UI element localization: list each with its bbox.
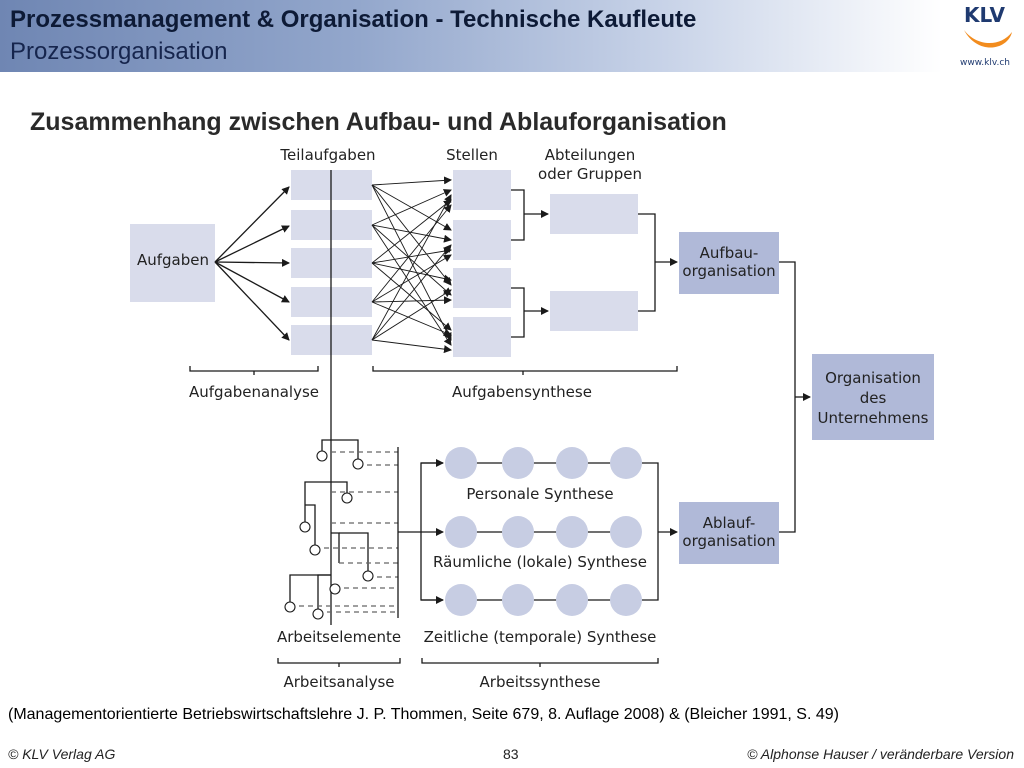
synthesis-circle xyxy=(445,584,477,616)
label-stellen: Stellen xyxy=(446,146,498,164)
element-circle xyxy=(310,545,320,555)
aufgaben-label: Aufgaben xyxy=(136,251,210,269)
fan-arrow xyxy=(215,187,289,262)
header-subtitle: Prozessorganisation xyxy=(10,38,228,65)
fan-arrow xyxy=(215,226,289,262)
synthesis-circle xyxy=(610,447,642,479)
synthesis-right-bracket xyxy=(642,463,658,600)
element-circle xyxy=(317,451,327,461)
stellen-bracket-upper xyxy=(511,190,524,240)
slide-title: Zusammenhang zwischen Aufbau- und Ablauforganisation xyxy=(30,108,727,136)
stelle-box xyxy=(453,268,511,308)
synthesis-circle xyxy=(610,584,642,616)
stellen-boxes xyxy=(453,170,511,357)
element-circle xyxy=(300,522,310,532)
raeumliche-synthese-label: Räumliche (lokale) Synthese xyxy=(433,553,647,571)
label-abteilungen-1: Abteilungen xyxy=(544,146,636,164)
logo-text: KLV xyxy=(964,3,1005,27)
label-abteilungen-2: oder Gruppen xyxy=(538,165,642,183)
arbeitselemente-label: Arbeitselemente xyxy=(276,628,402,646)
stelle-box xyxy=(453,317,511,357)
brace-arbeitsanalyse xyxy=(278,658,400,667)
fan-arrow xyxy=(215,262,289,302)
label-teilaufgaben: Teilaufgaben xyxy=(280,146,376,164)
brace-arbeitssynthese xyxy=(422,658,658,667)
abteilungen-bracket xyxy=(638,214,655,311)
abteilung-box xyxy=(550,291,638,331)
aufgabenanalyse-label: Aufgabenanalyse xyxy=(189,383,319,401)
organisation-label-3: Unternehmens xyxy=(817,409,929,427)
work-element-circles xyxy=(285,451,373,619)
synthesis-circle xyxy=(445,516,477,548)
header-title: Prozessmanagement & Organisation - Technische Kaufleute xyxy=(10,6,697,33)
synthesis-circle xyxy=(445,447,477,479)
synthesis-circle xyxy=(502,516,534,548)
stellen-bracket-lower xyxy=(511,288,524,337)
element-circle xyxy=(353,459,363,469)
source-citation: (Managementorientierte Betriebswirtschaftslehre J. P. Thommen, Seite 679, 8. Auflage 2008) & (Bleicher 1991, S. 49) xyxy=(8,706,839,723)
element-circle xyxy=(285,602,295,612)
logo-url: www.klv.ch xyxy=(960,58,1010,68)
ablauf-label-1: Ablauf- xyxy=(702,514,756,532)
aufgabensynthese-label: Aufgabensynthese xyxy=(452,383,592,401)
fan-arrow xyxy=(215,262,289,340)
aufbau-label-2: organisation xyxy=(682,262,776,280)
synthesis-circle xyxy=(556,447,588,479)
page-number: 83 xyxy=(503,746,519,762)
footer-author: © Alphonse Hauser / veränderbare Version xyxy=(747,746,1014,762)
element-circle xyxy=(342,493,352,503)
brace-aufgabensynthese xyxy=(373,366,677,375)
synthesis-circle xyxy=(610,516,642,548)
synthesis-circle xyxy=(556,584,588,616)
element-circle xyxy=(330,584,340,594)
fan-arrow xyxy=(215,262,289,263)
element-circle xyxy=(363,571,373,581)
organisation-label-2: des xyxy=(859,389,887,407)
element-circle xyxy=(313,609,323,619)
org-bracket xyxy=(779,262,795,532)
synthesis-circle xyxy=(556,516,588,548)
cross-arrows xyxy=(372,180,451,350)
arbeitsanalyse-label: Arbeitsanalyse xyxy=(283,673,395,691)
abteilung-box xyxy=(550,194,638,234)
arbeitssynthese-label: Arbeitssynthese xyxy=(479,673,601,691)
stelle-box xyxy=(453,170,511,210)
stelle-box xyxy=(453,220,511,260)
organisation-label-1: Organisation xyxy=(825,369,921,387)
footer-copyright: © KLV Verlag AG xyxy=(8,746,116,762)
brace-aufgabenanalyse xyxy=(190,366,318,375)
synthesis-circle xyxy=(502,447,534,479)
ablauf-label-2: organisation xyxy=(682,532,776,550)
zeitliche-synthese-label: Zeitliche (temporale) Synthese xyxy=(423,628,657,646)
aufbau-label-1: Aufbau- xyxy=(699,244,759,262)
personale-synthese-label: Personale Synthese xyxy=(466,485,614,503)
synthesis-circle xyxy=(502,584,534,616)
